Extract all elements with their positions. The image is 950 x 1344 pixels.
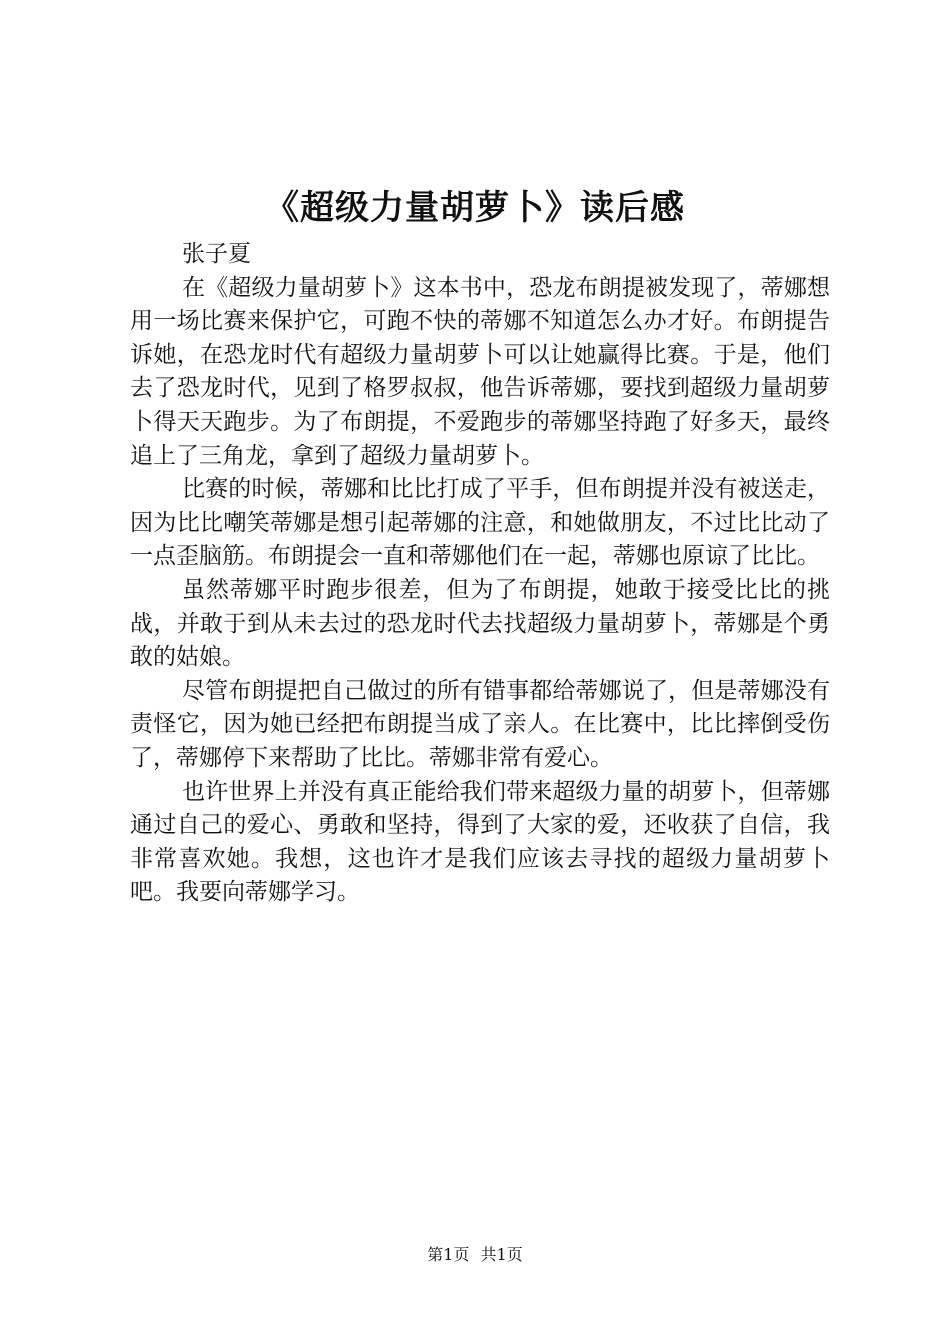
document-title: 《超级力量胡萝卜》读后感 <box>265 188 685 228</box>
page-number-current: 第1页 <box>427 1245 470 1264</box>
paragraph-4: 尽管布朗提把自己做过的所有错事都给蒂娜说了，但是蒂娜没有责怪它，因为她已经把布朗提当成了亲人。在比赛中，比比摔倒受伤了，蒂娜停下来帮助了比比。蒂娜非常有爱心。 <box>130 677 830 771</box>
paragraph-3: 虽然蒂娜平时跑步很差，但为了布朗提，她敢于接受比比的挑战，并敢于到从未去过的恐龙时代去找超级力量胡萝卜，蒂娜是个勇敢的姑娘。 <box>130 576 830 671</box>
page-footer <box>0 1244 950 1266</box>
paragraph-1: 在《超级力量胡萝卜》这本书中，恐龙布朗提被发现了，蒂娜想用一场比赛来保护它，可跑不快的蒂娜不知道怎么办才好。布朗提告诉她，在恐龙时代有超级力量胡萝卜可以让她赢得比赛。于是，他们去了恐龙时代，见到了格罗叔叔，他告诉蒂娜，要找到超级力量胡萝卜得天天跑步。为了布朗提，不爱跑步的蒂娜坚持跑了好多天，最终追上了三角龙，拿到了超级力量胡萝卜。 <box>130 274 830 469</box>
author-name: 张子夏 <box>182 241 251 267</box>
paragraph-2: 比赛的时候，蒂娜和比比打成了平手，但布朗提并没有被送走，因为比比嘲笑蒂娜是想引起蒂娜的注意，和她做朋友，不过比比动了一点歪脑筋。布朗提会一直和蒂娜他们在一起，蒂娜也原谅了比比。 <box>130 476 830 570</box>
paragraph-5: 也许世界上并没有真正能给我们带来超级力量的胡萝卜，但蒂娜通过自己的爱心、勇敢和坚持，得到了大家的爱，还收获了自信，我非常喜欢她。我想，这也许才是我们应该去寻找的超级力量胡萝卜吧。我要向蒂娜学习。 <box>130 778 830 906</box>
page-number-total: 共1页 <box>480 1245 523 1264</box>
document-body <box>130 238 830 910</box>
